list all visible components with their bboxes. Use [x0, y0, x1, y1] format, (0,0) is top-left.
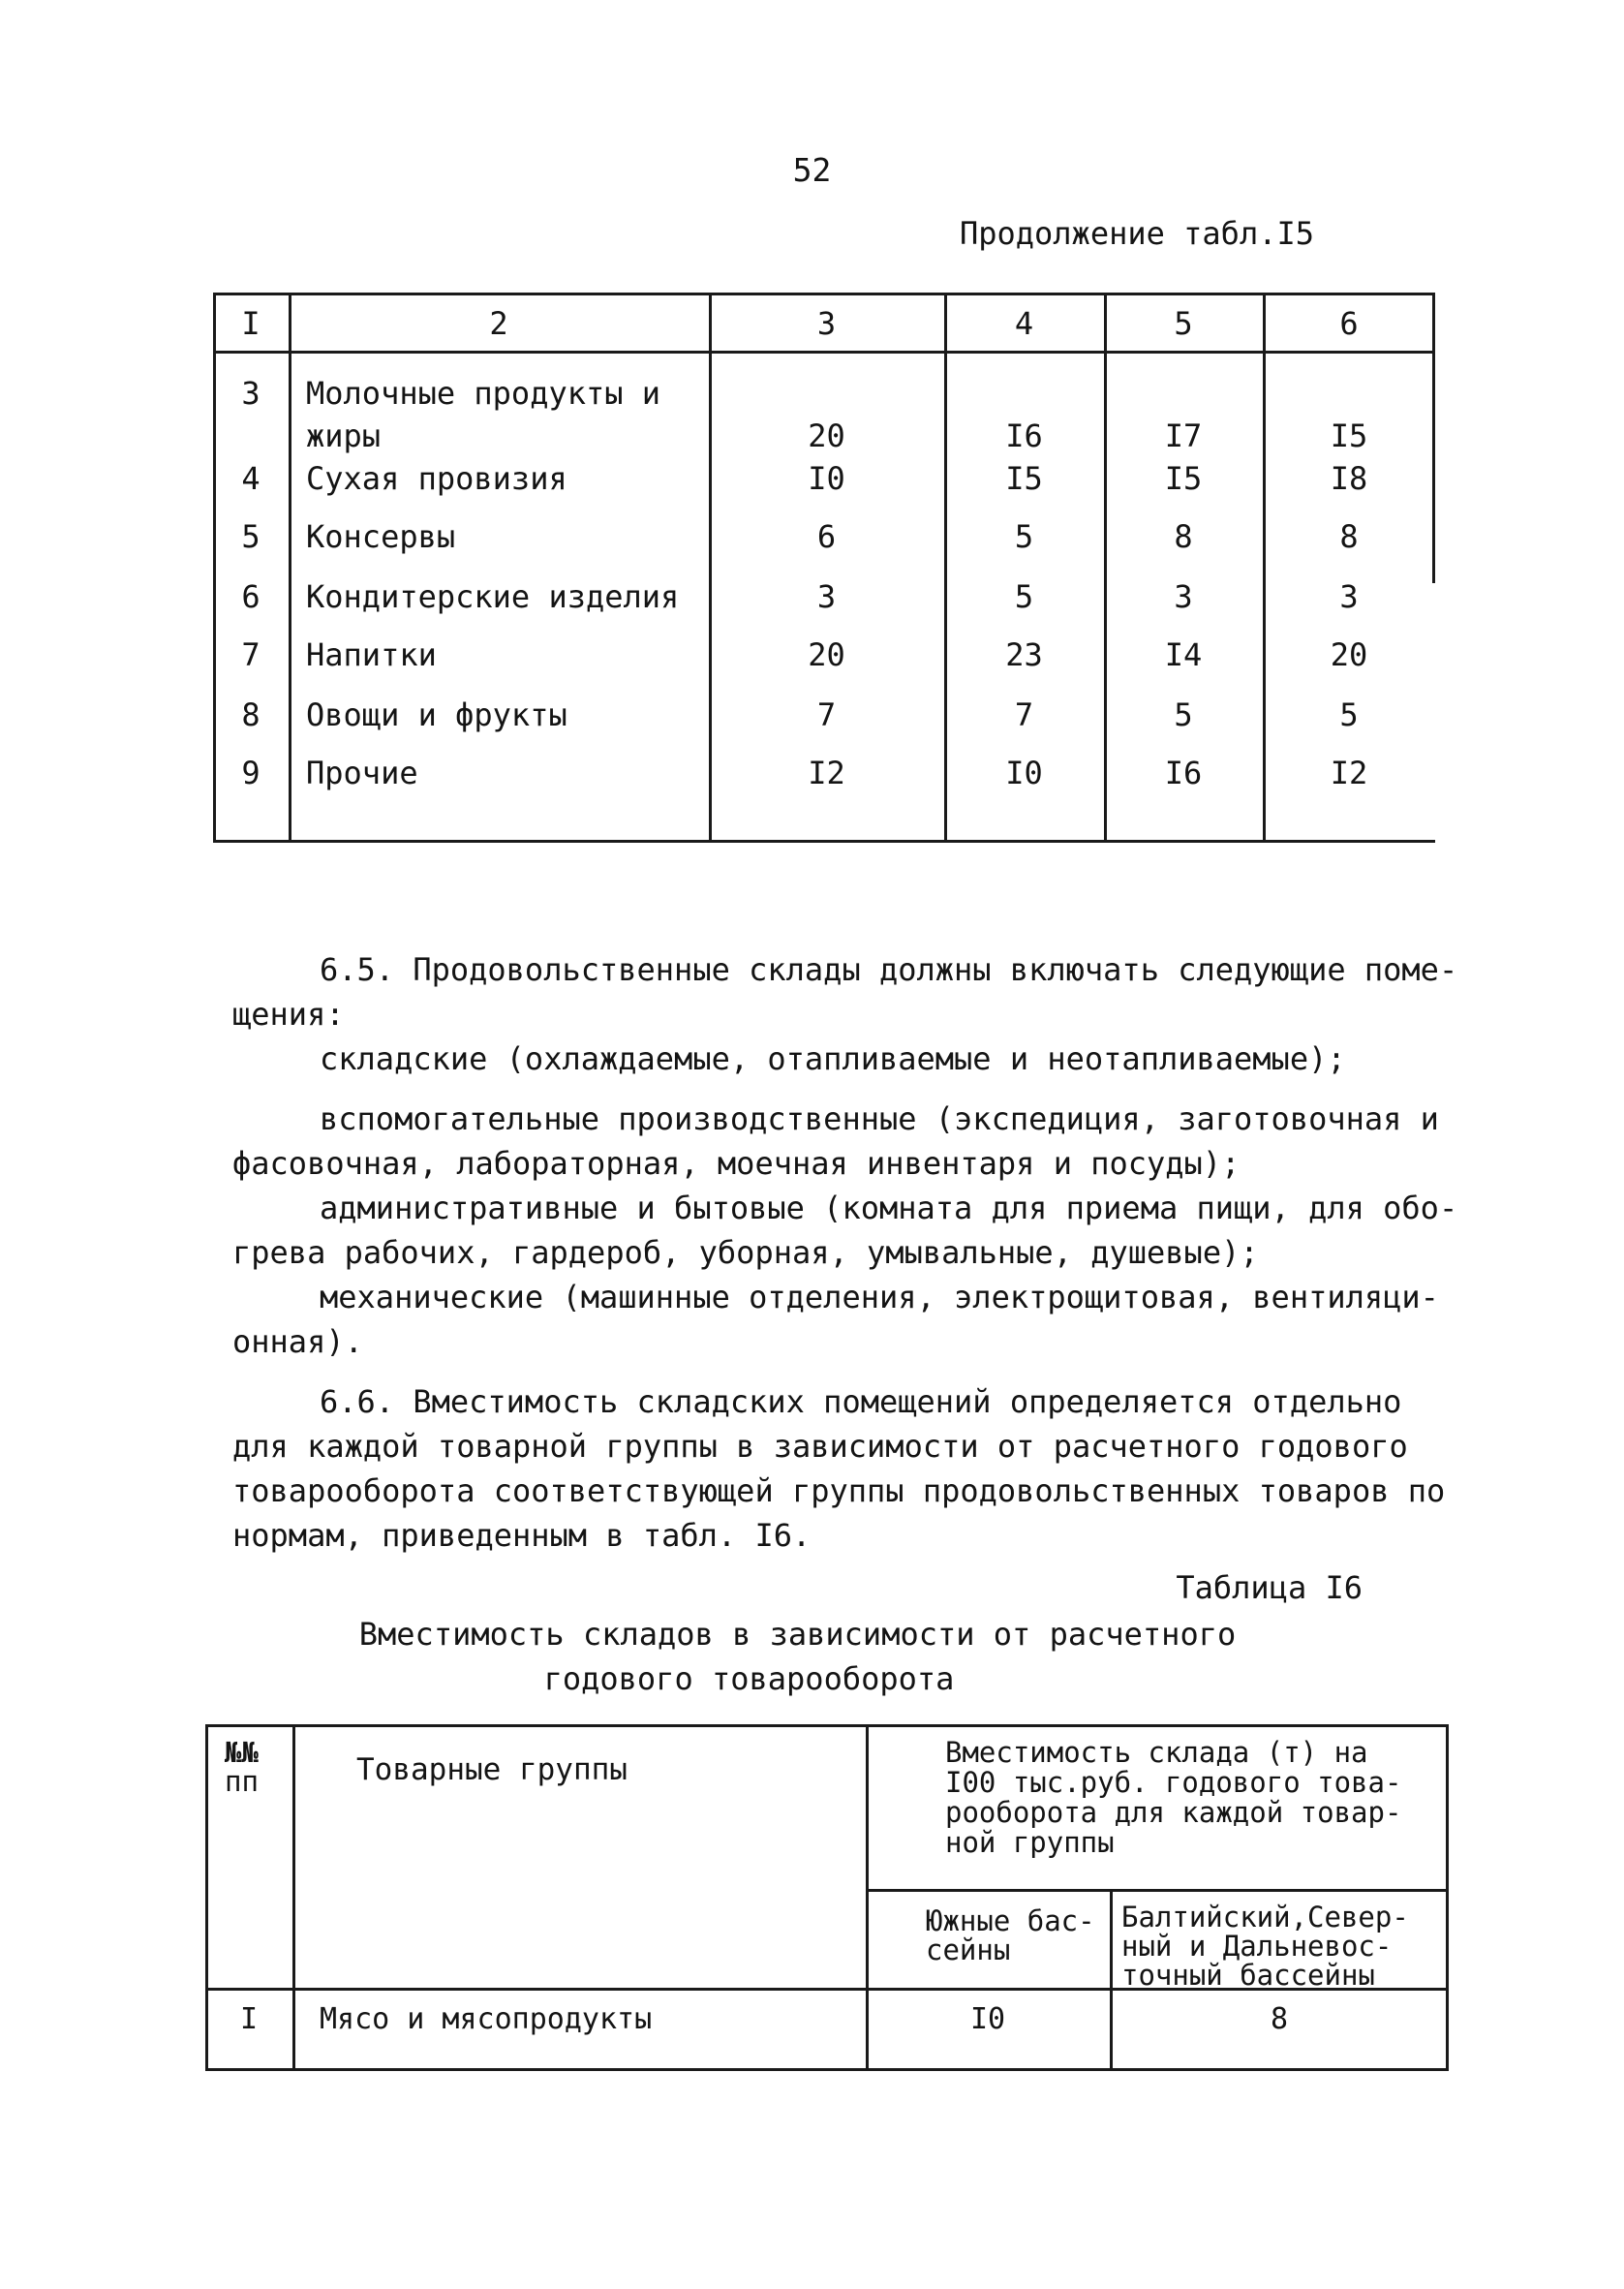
- table-15-row-num: 9: [241, 755, 260, 791]
- table-16-subheader-baltic: ный и Дальневос-: [1121, 1930, 1393, 1963]
- paragraph-6-5-line: щения:: [232, 996, 345, 1033]
- table-15-header-divider: [213, 351, 1435, 354]
- table-15-row-num: 5: [241, 518, 260, 555]
- table-15-cell: I4: [1164, 636, 1203, 673]
- table-15-cell: I2: [1330, 755, 1368, 791]
- page-number: 52: [792, 151, 832, 189]
- table-15-cell: I5: [1164, 460, 1203, 497]
- table-16-subheader-south: сейны: [926, 1933, 1011, 1966]
- table-15-cell: I6: [1005, 418, 1043, 454]
- table-15-cell: I0: [1005, 755, 1043, 791]
- paragraph-6-6-line: 6.6. Вместимость складских помещений определяется отдельно: [320, 1383, 1402, 1420]
- table-15-cell: I2: [808, 755, 845, 791]
- table-16-border: [205, 2068, 1449, 2071]
- paragraph-6-5-line: грева рабочих, гардероб, уборная, умывальные, душевые);: [232, 1234, 1259, 1271]
- paragraph-6-5-line: механические (машинные отделения, электрощитовая, вентиляци-: [320, 1279, 1439, 1315]
- table-16-border: [205, 1724, 1449, 1727]
- table-16-header-groups: Товарные группы: [356, 1752, 628, 1787]
- table-15-cell: 8: [1339, 518, 1359, 555]
- paragraph-6-5-line: вспомогательные производственные (экспедиция, заготовочная и: [320, 1100, 1439, 1137]
- table-15-header: 2: [489, 305, 508, 342]
- table-15-row-num: 4: [241, 460, 260, 497]
- table-15-row-name: Сухая провизия: [306, 460, 567, 497]
- table-15-row-num: 8: [241, 696, 260, 733]
- table-15: [213, 293, 1435, 843]
- table-15-cell: 7: [816, 696, 837, 733]
- table-16-header-capacity: I00 тыс.руб. годового това-: [945, 1766, 1402, 1799]
- paragraph-6-5-line: 6.5. Продовольственные склады должны включать следующие поме-: [320, 951, 1458, 988]
- table-15-cell: 3: [816, 578, 837, 615]
- table-16-header-num: пп: [225, 1765, 259, 1798]
- table-15-row-num: 7: [241, 636, 260, 673]
- table-16-col-divider: [1110, 1889, 1113, 2071]
- table-15-cell: 20: [808, 636, 845, 673]
- table-15-row-name-cont: жиры: [306, 418, 382, 454]
- table-15-cell: I8: [1330, 460, 1368, 497]
- table-16-header-capacity: рооборота для каждой товар-: [945, 1796, 1402, 1829]
- table-16-cell-baltic: 8: [1270, 2002, 1289, 2036]
- table-16-label: Таблица I6: [1176, 1569, 1363, 1606]
- table-15-row-name: Прочие: [306, 755, 418, 791]
- table-15-row-name: Консервы: [306, 518, 456, 555]
- table-15-col-divider: [289, 293, 291, 843]
- table-16-row-num: I: [239, 2002, 259, 2036]
- paragraph-6-5-line: складские (охлаждаемые, отапливаемые и неотапливаемые);: [320, 1040, 1346, 1077]
- table-16-subheader-south: Южные бас-: [926, 1904, 1095, 1937]
- table-16-col-divider: [292, 1724, 295, 2071]
- table-15-row-name: Молочные продукты и: [306, 375, 661, 412]
- table-15-cell: 5: [1339, 696, 1359, 733]
- table-15-row-name: Напитки: [306, 636, 437, 673]
- paragraph-6-5-line: административные и бытовые (комната для приема пищи, для обо-: [320, 1190, 1458, 1226]
- table-16-subheader-divider: [866, 1889, 1449, 1892]
- table-15-cell: 3: [1174, 578, 1193, 615]
- table-16-subheader-baltic: точный бассейны: [1121, 1959, 1375, 1992]
- table-15-cell: I5: [1005, 460, 1043, 497]
- table-15-cell: 20: [1330, 636, 1368, 673]
- table-16-header-capacity: Вместимость склада (т) на: [945, 1736, 1368, 1769]
- table-15-cell: 3: [1339, 578, 1359, 615]
- table-15-row-name: Овощи и фрукты: [306, 696, 567, 733]
- table-16-cell-south: I0: [969, 2002, 1006, 2036]
- table-16-title-line: Вместимость складов в зависимости от расчетного: [358, 1616, 1237, 1653]
- table-15-row-name: Кондитерские изделия: [306, 578, 680, 615]
- table-15-header: I: [241, 305, 260, 342]
- table-16-title-line: годового товарооборота: [543, 1660, 955, 1697]
- table-16-header-capacity: ной группы: [945, 1826, 1115, 1859]
- table-15-cell: 5: [1014, 578, 1034, 615]
- table-15-cell: 23: [1005, 636, 1043, 673]
- table-16-title: [0, 1612, 1624, 1701]
- table-15-header: 6: [1339, 305, 1359, 342]
- table-15-cell: I0: [808, 460, 845, 497]
- paragraph-6-6-line: нормам, приведенным в табл. I6.: [232, 1517, 812, 1554]
- table-15-cell: I6: [1164, 755, 1203, 791]
- table-16-subheader-baltic: Балтийский,Север-: [1121, 1901, 1409, 1933]
- table-15-cell: I5: [1330, 418, 1368, 454]
- table-15-cell: 5: [1014, 518, 1034, 555]
- table-15-cell: 6: [816, 518, 837, 555]
- table-16: [205, 1724, 1449, 2079]
- table-15-row-num: 3: [241, 375, 260, 412]
- table-15-header: 5: [1174, 305, 1193, 342]
- table-15-row-num: 6: [241, 578, 260, 615]
- paragraph-6-5-line: онная).: [232, 1323, 363, 1360]
- paragraph-6-6-line: товарооборота соответствующей группы продовольственных товаров по: [232, 1472, 1446, 1509]
- table-15-cell: 7: [1014, 696, 1034, 733]
- table-15-header: 4: [1014, 305, 1034, 342]
- table-15-cell: I7: [1164, 418, 1203, 454]
- table-16-row-name: Мясо и мясопродукты: [320, 2002, 653, 2036]
- table-15-cell: 8: [1174, 518, 1193, 555]
- paragraph-6-6-line: для каждой товарной группы в зависимости от расчетного годового: [232, 1428, 1408, 1465]
- table-15-cell: 20: [808, 418, 845, 454]
- table-15-cell: 5: [1174, 696, 1193, 733]
- table-continuation-label: Продолжение табл.I5: [959, 215, 1314, 252]
- table-15-header: 3: [816, 305, 837, 342]
- paragraph-6-5-line: фасовочная, лабораторная, моечная инвентаря и посуды);: [232, 1145, 1241, 1182]
- table-16-header-num: №№: [225, 1736, 259, 1769]
